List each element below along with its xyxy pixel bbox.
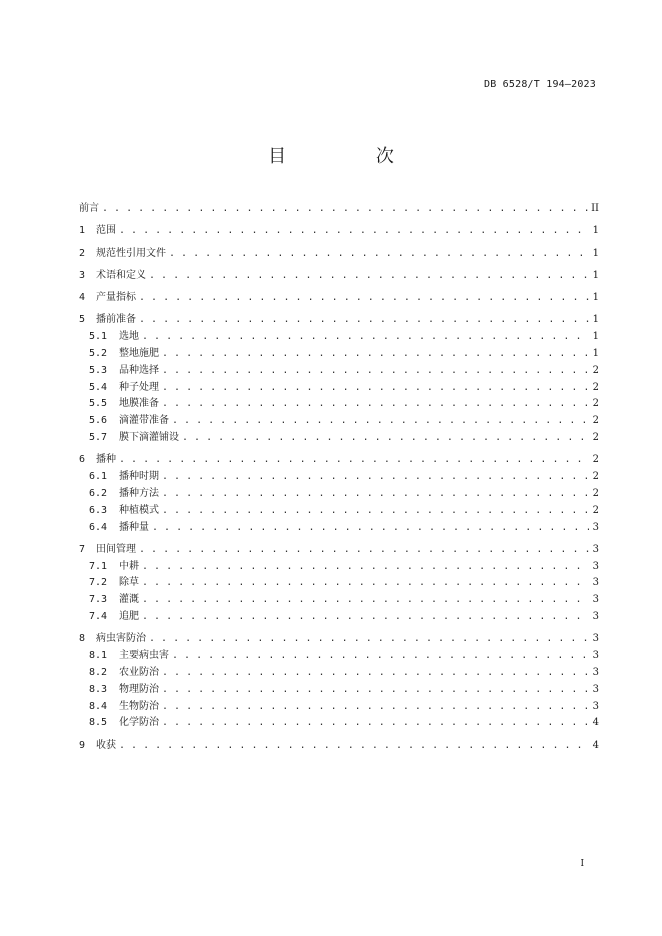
- toc-entry-page: 3: [592, 650, 599, 662]
- toc-entry-title: 范围: [96, 225, 116, 237]
- dot-leader: [139, 312, 589, 329]
- toc-entry-title: 地膜准备: [119, 398, 159, 410]
- toc-entry-title: 收获: [96, 739, 116, 751]
- dot-leader: [102, 201, 588, 218]
- dot-leader: [162, 396, 589, 413]
- toc-entry[interactable]: [79, 542, 599, 559]
- page-number: I: [580, 859, 584, 869]
- toc-entry[interactable]: [79, 312, 599, 329]
- toc-entry-page: 3: [592, 594, 599, 606]
- toc-entry[interactable]: [79, 452, 599, 469]
- toc-entry-number: 5.4: [89, 381, 108, 393]
- toc-entry-number: 3: [79, 269, 86, 281]
- toc-entry-number: 4: [79, 292, 86, 304]
- toc-entry-title: 病虫害防治: [96, 633, 146, 645]
- toc-entry-title: 选地: [119, 331, 139, 343]
- toc-entry-number: 5.1: [89, 331, 108, 343]
- toc-entry-title: 播前准备: [96, 314, 136, 326]
- toc-entry[interactable]: [79, 469, 599, 486]
- dot-leader: [162, 469, 589, 486]
- toc-entry-page: 1: [592, 269, 599, 281]
- toc-entry-title: 膜下滴灌铺设: [119, 432, 179, 444]
- toc-entry-page: 3: [592, 577, 599, 589]
- toc-entry-title: 农业防治: [119, 666, 159, 678]
- toc-entry-page: 2: [592, 398, 599, 410]
- toc-entry-page: 3: [592, 666, 599, 678]
- toc-entry-number: 9: [79, 739, 86, 751]
- toc-entry[interactable]: [79, 503, 599, 520]
- toc-entry-page: 3: [592, 560, 599, 572]
- dot-leader: [162, 346, 589, 363]
- toc-entry-number: 5.3: [89, 364, 108, 376]
- toc-entry-page: 1: [592, 314, 599, 326]
- toc-entry[interactable]: [79, 738, 599, 755]
- toc-entry-number: 1: [79, 225, 86, 237]
- toc-entry-page: 1: [592, 348, 599, 360]
- toc-entry-page: 4: [592, 739, 599, 751]
- toc-entry[interactable]: [79, 396, 599, 413]
- dot-leader: [162, 363, 589, 380]
- toc-entry-number: 5.7: [89, 432, 108, 444]
- toc-entry[interactable]: [79, 201, 599, 218]
- toc-entry[interactable]: [79, 380, 599, 397]
- toc-entry-title: 田间管理: [96, 543, 136, 555]
- toc-entry[interactable]: [79, 609, 599, 626]
- toc-entry-page: 3: [592, 521, 599, 533]
- toc-entry-page: 3: [592, 683, 599, 695]
- toc-entry-number: 5.6: [89, 415, 108, 427]
- toc-entry-title: 灌溉: [119, 594, 139, 606]
- toc-entry-page: 1: [592, 225, 599, 237]
- toc-entry-title: 种植模式: [119, 504, 159, 516]
- toc-entry-title: 种子处理: [119, 381, 159, 393]
- toc-entry[interactable]: [79, 631, 599, 648]
- toc-entry-number: 8.2: [89, 666, 108, 678]
- toc-entry[interactable]: [79, 268, 599, 285]
- toc-entry[interactable]: [79, 592, 599, 609]
- dot-leader: [162, 715, 589, 732]
- dot-leader: [142, 329, 589, 346]
- toc-entry-page: 2: [592, 432, 599, 444]
- toc-entry-page: 2: [592, 504, 599, 516]
- dot-leader: [162, 380, 589, 397]
- toc-entry-number: 7: [79, 543, 86, 555]
- dot-leader: [162, 699, 589, 716]
- dot-leader: [142, 559, 589, 576]
- toc-entry-number: 8.1: [89, 650, 108, 662]
- toc-entry-title: 前言: [79, 203, 99, 214]
- toc-entry-page: 3: [592, 700, 599, 712]
- toc-entry[interactable]: [79, 223, 599, 240]
- dot-leader: [119, 738, 589, 755]
- toc-entry-page: 2: [592, 471, 599, 483]
- toc-entry-page: 2: [592, 487, 599, 499]
- toc-entry-page: II: [591, 203, 599, 214]
- dot-leader: [142, 609, 589, 626]
- toc-entry-number: 7.3: [89, 594, 108, 606]
- toc-entry-number: 8.4: [89, 700, 108, 712]
- toc-entry[interactable]: [79, 559, 599, 576]
- toc-entry-title: 中耕: [119, 560, 139, 572]
- toc-entry-number: 6.3: [89, 504, 108, 516]
- dot-leader: [149, 631, 589, 648]
- dot-leader: [139, 290, 589, 307]
- toc-entry-page: 1: [592, 247, 599, 259]
- toc-entry-number: 6: [79, 454, 86, 466]
- toc-entry-title: 追肥: [119, 611, 139, 623]
- dot-leader: [162, 486, 589, 503]
- dot-leader: [139, 542, 589, 559]
- toc-entry[interactable]: [79, 575, 599, 592]
- dot-leader: [162, 503, 589, 520]
- dot-leader: [162, 665, 589, 682]
- toc-entry-page: 1: [592, 331, 599, 343]
- toc-entry[interactable]: [79, 486, 599, 503]
- toc-entry-number: 5.5: [89, 398, 108, 410]
- toc-entry[interactable]: [79, 329, 599, 346]
- dot-leader: [172, 413, 589, 430]
- toc-entry-title: 主要病虫害: [119, 650, 169, 662]
- toc-entry-number: 6.4: [89, 521, 108, 533]
- toc-entry-title: 播种方法: [119, 487, 159, 499]
- toc-entry-number: 2: [79, 247, 86, 259]
- toc-entry-title: 整地施肥: [119, 348, 159, 360]
- toc-entry-page: 2: [592, 454, 599, 466]
- toc-entry-number: 6.1: [89, 471, 108, 483]
- toc-entry[interactable]: [79, 413, 599, 430]
- toc-entry-number: 5.2: [89, 348, 108, 360]
- toc-entry-title: 播种时期: [119, 471, 159, 483]
- dot-leader: [149, 268, 589, 285]
- dot-leader: [172, 648, 589, 665]
- toc-entry-page: 4: [592, 717, 599, 729]
- dot-leader: [169, 246, 589, 263]
- toc-entry-title: 播种: [96, 454, 116, 466]
- toc-entry-title: 滴灌带准备: [119, 415, 169, 427]
- toc-entry-title: 播种量: [119, 521, 149, 533]
- toc-entry-title: 化学防治: [119, 717, 159, 729]
- toc-entry-page: 3: [592, 611, 599, 623]
- table-of-contents: [79, 201, 599, 754]
- toc-entry-page: 3: [592, 633, 599, 645]
- toc-entry[interactable]: [79, 290, 599, 307]
- toc-entry[interactable]: [79, 520, 599, 537]
- dot-leader: [142, 592, 589, 609]
- dot-leader: [119, 452, 589, 469]
- toc-entry-number: 7.2: [89, 577, 108, 589]
- toc-entry[interactable]: [79, 363, 599, 380]
- dot-leader: [119, 223, 589, 240]
- toc-entry-page: 2: [592, 364, 599, 376]
- toc-entry-number: 8.5: [89, 717, 108, 729]
- toc-entry-title: 物理防治: [119, 683, 159, 695]
- toc-entry[interactable]: [79, 699, 599, 716]
- toc-entry-title: 生物防治: [119, 700, 159, 712]
- toc-entry[interactable]: [79, 430, 599, 447]
- toc-entry[interactable]: [79, 346, 599, 363]
- toc-entry-number: 5: [79, 314, 86, 326]
- toc-entry-title: 术语和定义: [96, 269, 146, 281]
- toc-entry-number: 6.2: [89, 487, 108, 499]
- dot-leader: [182, 430, 589, 447]
- toc-entry[interactable]: [79, 682, 599, 699]
- toc-entry-title: 除草: [119, 577, 139, 589]
- dot-leader: [162, 682, 589, 699]
- toc-entry-title: 品种选择: [119, 364, 159, 376]
- toc-entry-number: 7.1: [89, 560, 108, 572]
- toc-entry[interactable]: [79, 715, 599, 732]
- toc-entry[interactable]: [79, 246, 599, 263]
- toc-entry-page: 2: [592, 415, 599, 427]
- toc-entry-page: 2: [592, 381, 599, 393]
- dot-leader: [152, 520, 589, 537]
- toc-entry[interactable]: [79, 665, 599, 682]
- toc-entry-number: 7.4: [89, 611, 108, 623]
- toc-entry-number: 8.3: [89, 683, 108, 695]
- document-code: DB 6528/T 194—2023: [484, 79, 596, 90]
- toc-entry[interactable]: [79, 648, 599, 665]
- toc-title: 目 次: [268, 146, 436, 167]
- toc-entry-page: 1: [592, 292, 599, 304]
- toc-entry-title: 产量指标: [96, 292, 136, 304]
- toc-entry-title: 规范性引用文件: [96, 247, 166, 259]
- dot-leader: [142, 575, 589, 592]
- toc-entry-page: 3: [592, 543, 599, 555]
- toc-entry-number: 8: [79, 633, 86, 645]
